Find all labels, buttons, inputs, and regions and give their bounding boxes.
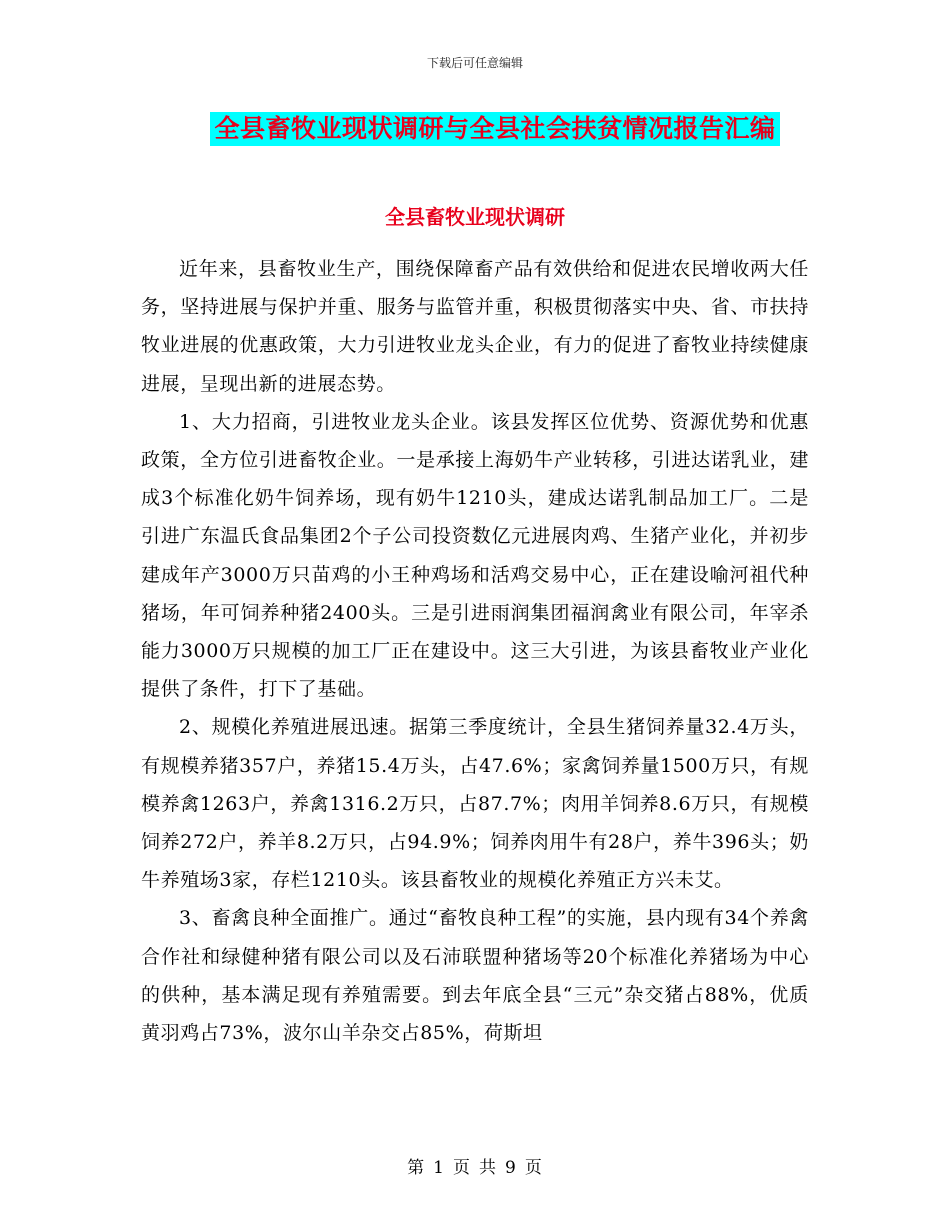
document-title-container <box>0 112 950 146</box>
paragraph-intro: 近年来，县畜牧业生产，围绕保障畜产品有效供给和促进农民增收两大任务，坚持进展与保护并重、服务与监管并重，积极贯彻落实中央、省、市扶持牧业进展的优惠政策，大力引进牧业龙头企业，有力的促进了畜牧业持续健康进展，呈现出新的进展态势。 <box>141 258 809 395</box>
footer-total-pages: 9 <box>505 1158 517 1178</box>
document-title: 全县畜牧业现状调研与全县社会扶贫情况报告汇编 <box>210 112 779 146</box>
footer-suffix: 页 <box>524 1158 543 1178</box>
paragraph-3-breeds: 3、畜禽良种全面推广。通过“畜牧良种工程”的实施，县内现有34个养禽合作社和绿健种猪有限公司以及石沛联盟种猪场等20个标准化养猪场为中心的供种，基本满足现有养殖需要。到去年底全县“三元”杂交猪占88%，优质黄羽鸡占73%，波尔山羊杂交占85%，荷斯坦 <box>141 907 809 1045</box>
paragraph-2-scale-farming: 2、规模化养殖进展迅速。据第三季度统计，全县生猪饲养量32.4万头，有规模养猪357户，养猪15.4万头，占47.6%；家禽饲养量1500万只，有规模养禽1263户，养禽1316.2万只，占87.7%；肉用羊饲养8.6万只，有规模饲养272户，养羊8.2万只，占94.9%；饲养肉用牛有28户，养牛396头；奶牛养殖场3家，存栏1210头。该县畜牧业的规模化养殖正方兴未艾。 <box>141 716 809 892</box>
paragraph-1-investment: 1、大力招商，引进牧业龙头企业。该县发挥区位优势、资源优势和优惠政策，全方位引进畜牧企业。一是承接上海奶牛产业转移，引进达诺乳业，建成3个标准化奶牛饲养场，现有奶牛1210头，建成达诺乳制品加工厂。二是引进广东温氏食品集团2个子公司投资数亿元进展肉鸡、生猪产业化，并初步建成年产3000万只苗鸡的小王种鸡场和活鸡交易中心，正在建设喻河祖代种猪场，年可饲养种猪2400头。三是引进雨润集团福润禽业有限公司，年宰杀能力3000万只规模的加工厂正在建设中。这三大引进，为该县畜牧业产业化提供了条件，打下了基础。 <box>141 410 809 701</box>
section-title: 全县畜牧业现状调研 <box>385 205 565 229</box>
footer-current-page: 1 <box>433 1158 445 1178</box>
footer-page-word: 页 <box>453 1158 471 1178</box>
footer-prefix: 第 <box>407 1158 426 1178</box>
footer-total-word: 共 <box>479 1158 497 1178</box>
document-body <box>141 250 809 1052</box>
page-footer <box>0 1153 950 1178</box>
page-header-note: 下载后可任意编辑 <box>426 56 523 70</box>
